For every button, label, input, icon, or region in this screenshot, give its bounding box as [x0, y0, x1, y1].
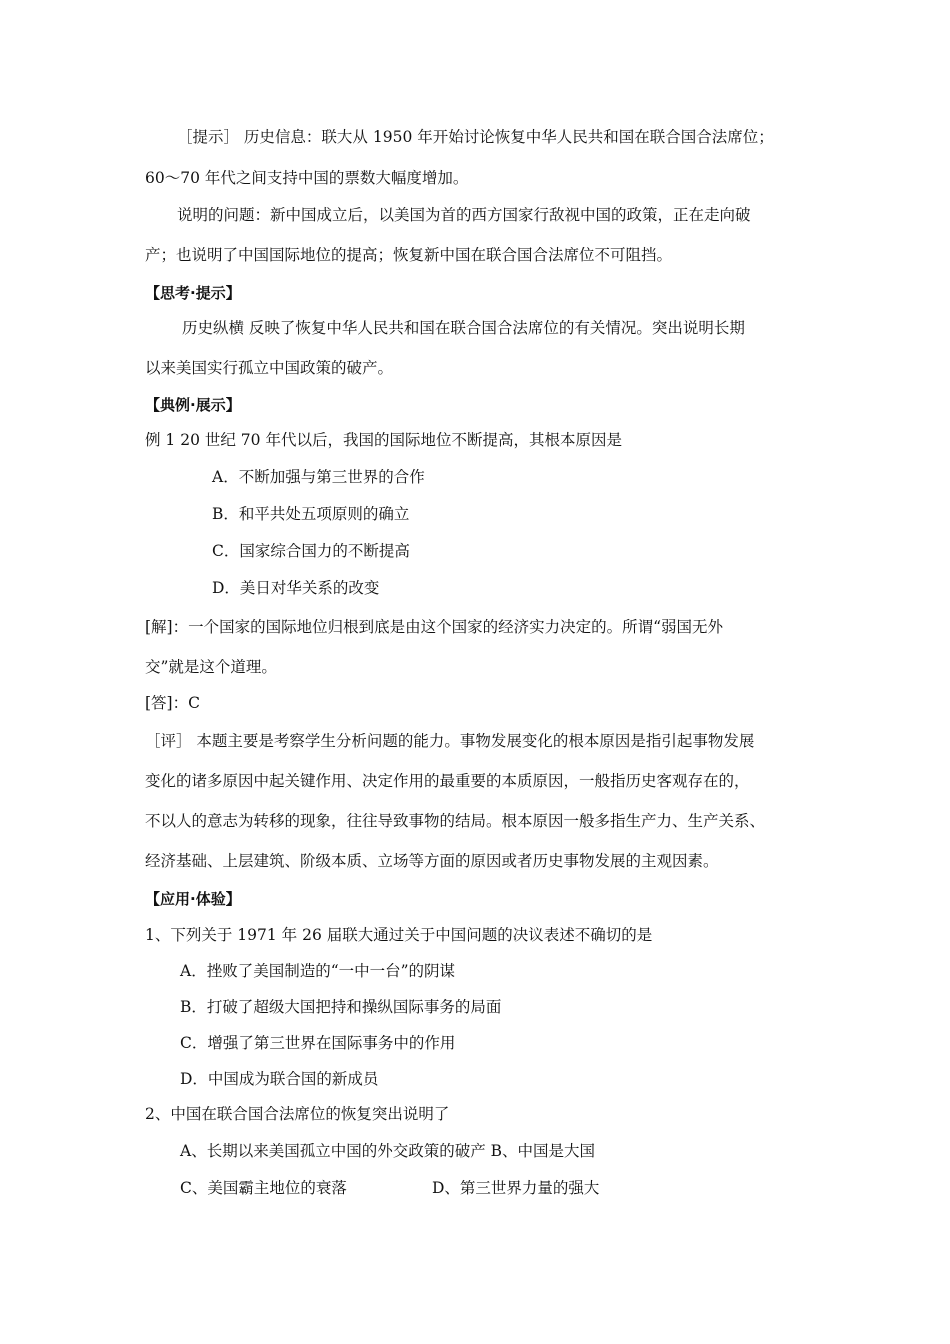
apply-q1-option-b: B．打破了超级大国把持和操纵国际事务的局面 — [180, 998, 502, 1016]
apply-q2-option-d: D、第三世界力量的强大 — [432, 1179, 600, 1197]
example-heading: 【典例·展示】 — [145, 396, 241, 414]
example-option-c: C．国家综合国力的不断提高 — [212, 542, 410, 560]
example-option-a: A．不断加强与第三世界的合作 — [212, 468, 425, 486]
apply-q2-option-ab: A、长期以来美国孤立中国的外交政策的破产 B、中国是大国 — [180, 1142, 596, 1160]
example-option-d: D．美日对华关系的改变 — [212, 579, 380, 597]
apply-question-1: 1、下列关于 1971 年 26 届联大通过关于中国问题的决议表述不确切的是 — [145, 926, 653, 944]
hint-line-2: 60～70 年代之间支持中国的票数大幅度增加。 — [145, 169, 469, 187]
think-heading: 【思考·提示】 — [145, 284, 241, 302]
solution-line-2: 交”就是这个道理。 — [145, 658, 277, 676]
apply-question-2: 2、中国在联合国合法席位的恢复突出说明了 — [145, 1105, 450, 1123]
comment-line-2: 变化的诸多原因中起关键作用、决定作用的最重要的本质原因，一般指历史客观存在的， — [145, 772, 750, 790]
apply-q2-option-c: C、美国霸主地位的衰落 — [180, 1179, 347, 1197]
hint-line-4: 产；也说明了中国国际地位的提高；恢复新中国在联合国合法席位不可阻挡。 — [145, 246, 673, 264]
think-line-2: 以来美国实行孤立中国政策的破产。 — [145, 359, 394, 377]
comment-line-4: 经济基础、上层建筑、阶级本质、立场等方面的原因或者历史事物发展的主观因素。 — [145, 852, 719, 870]
apply-q1-option-d: D．中国成为联合国的新成员 — [180, 1070, 379, 1088]
apply-q1-option-a: A．挫败了美国制造的“一中一台”的阴谋 — [180, 962, 456, 980]
apply-q1-option-c: C．增强了第三世界在国际事务中的作用 — [180, 1034, 456, 1052]
solution-line-1: [解]：一个国家的国际地位归根到底是由这个国家的经济实力决定的。所谓“弱国无外 — [145, 618, 724, 636]
apply-heading: 【应用·体验】 — [145, 890, 241, 908]
hint-line-3: 说明的问题：新中国成立后，以美国为首的西方国家行敌视中国的政策，正在走向破 — [177, 206, 751, 224]
comment-line-1: ［评］ 本题主要是考察学生分析问题的能力。事物发展变化的根本原因是指引起事物发展 — [145, 732, 755, 750]
example-option-b: B．和平共处五项原则的确立 — [212, 505, 410, 523]
comment-line-3: 不以人的意志为转移的现象，往往导致事物的结局。根本原因一般多指生产力、生产关系、 — [145, 812, 766, 830]
answer-line: [答]：C — [145, 694, 200, 712]
example-question: 例 1 20 世纪 70 年代以后，我国的国际地位不断提高，其根本原因是 — [145, 431, 622, 449]
hint-line-1: ［提示］ 历史信息：联大从 1950 年开始讨论恢复中华人民共和国在联合国合法席位； — [177, 128, 774, 146]
think-line-1: 历史纵横 反映了恢复中华人民共和国在联合国合法席位的有关情况。突出说明长期 — [182, 319, 745, 337]
